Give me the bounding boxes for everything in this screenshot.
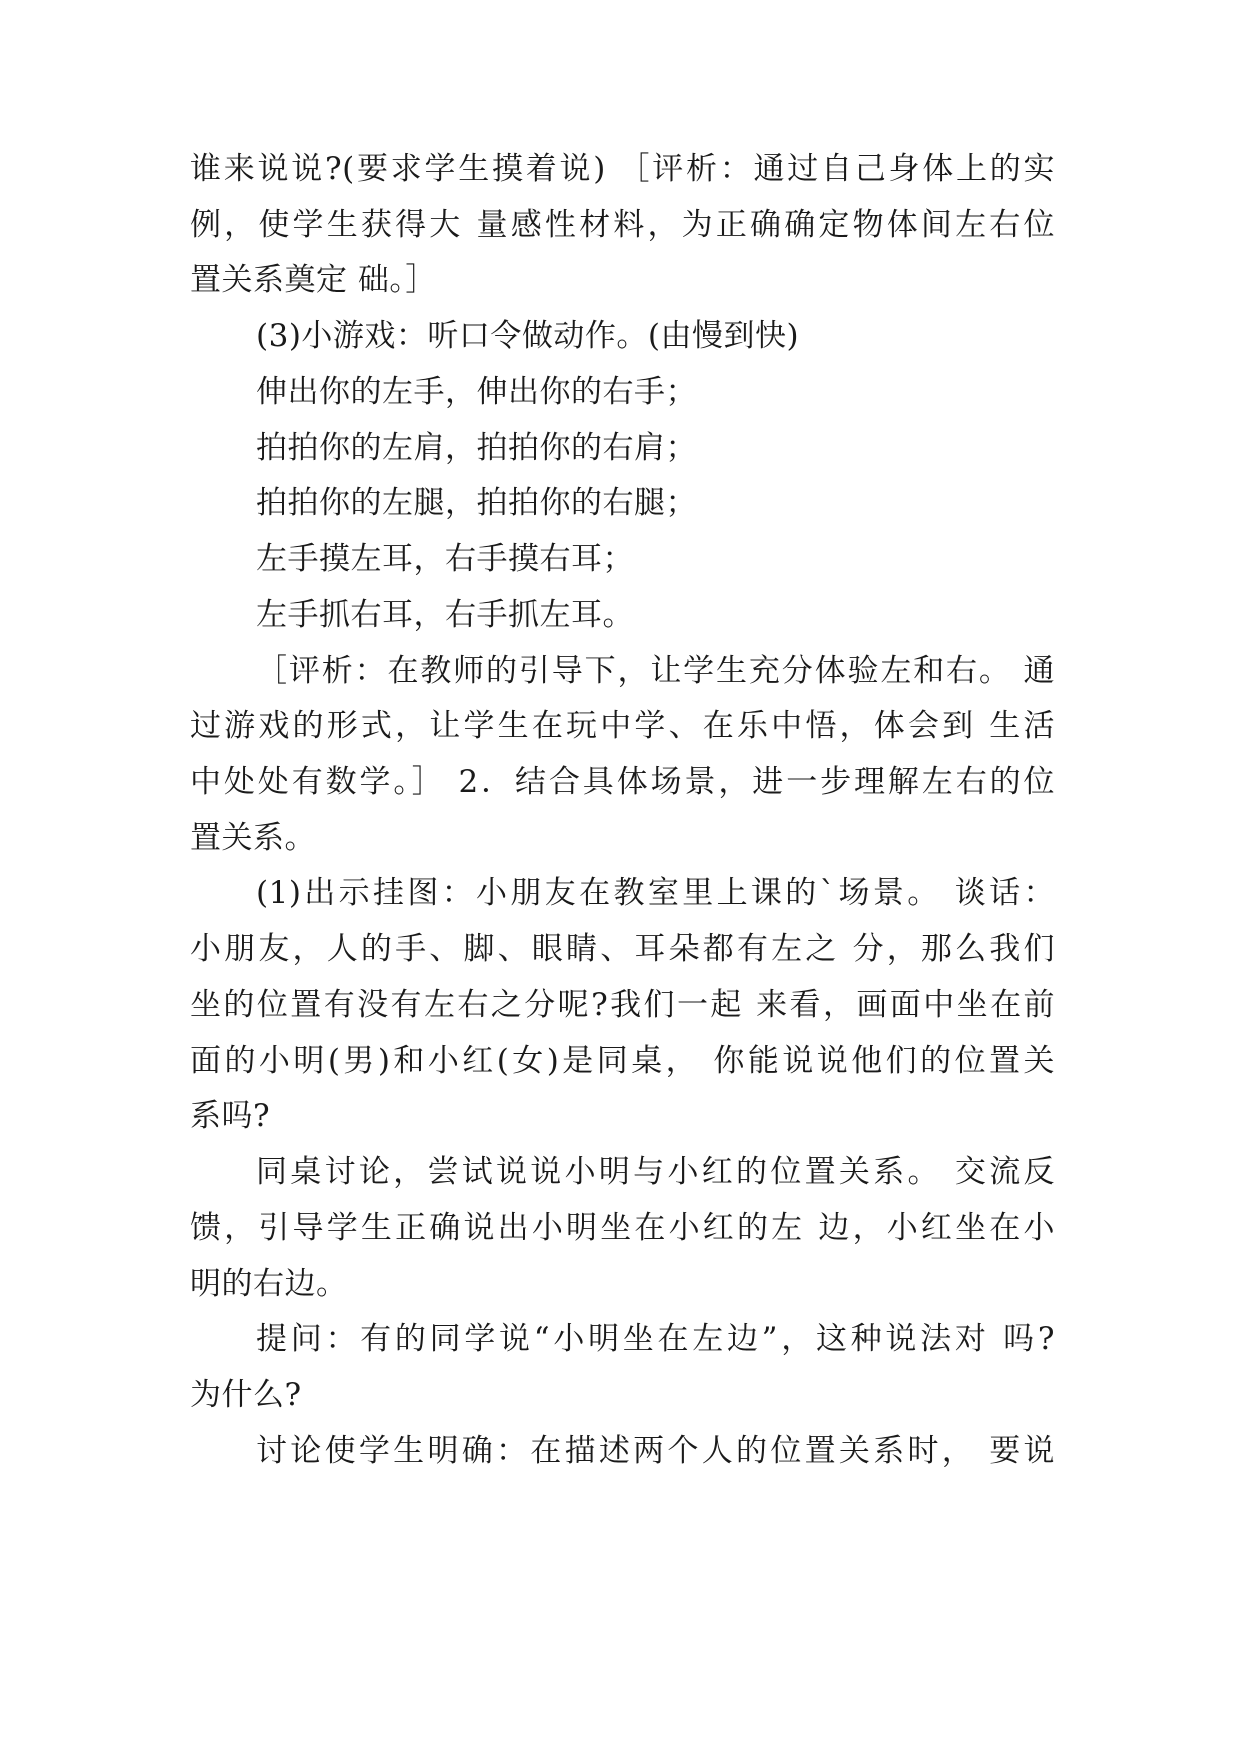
text-line: 谁来说说?(要求学生摸着说) ［评析：通过自己身体上的实 xyxy=(190,151,1055,187)
text-line: 过游戏的形式，让学生在玩中学、在乐中悟，体会到 生活 xyxy=(190,708,1055,744)
text-line: 系吗? xyxy=(190,1098,271,1134)
text-line: 中处处有数学。］ 2．结合具体场景，进一步理解左右的位 xyxy=(190,764,1055,800)
text-line: 明的右边。 xyxy=(190,1266,348,1302)
text-line: 提问：有的同学说“小明坐在左边”，这种说法对 吗? xyxy=(256,1321,1055,1357)
text-line: 置关系。 xyxy=(190,820,316,856)
text-line: 置关系奠定 础。］ xyxy=(190,262,437,298)
text-line: (1)出示挂图：小朋友在教室里上课的`场景。 谈话： xyxy=(256,875,1055,911)
text-line: ［评析：在教师的引导下，让学生充分体验左和右。 通 xyxy=(256,653,1055,689)
text-line: 左手抓右耳，右手抓左耳。 xyxy=(256,597,634,633)
text-line: 坐的位置有没有左右之分呢?我们一起 来看，画面中坐在前 xyxy=(190,987,1055,1023)
text-line: 小朋友，人的手、脚、眼睛、耳朵都有左之 分，那么我们 xyxy=(190,931,1055,967)
text-line: 同桌讨论，尝试说说小明与小红的位置关系。 交流反 xyxy=(256,1154,1055,1190)
text-line: 例，使学生获得大 量感性材料，为正确确定物体间左右位 xyxy=(190,207,1055,243)
text-line: 左手摸左耳，右手摸右耳； xyxy=(256,541,634,577)
text-line: 为什么? xyxy=(190,1377,302,1413)
text-line: 伸出你的左手，伸出你的右手； xyxy=(256,374,697,410)
text-line: 拍拍你的左腿，拍拍你的右腿； xyxy=(256,485,697,521)
text-line: 拍拍你的左肩，拍拍你的右肩； xyxy=(256,430,697,466)
text-line: 面的小明(男)和小红(女)是同桌， 你能说说他们的位置关 xyxy=(190,1043,1055,1079)
text-line: 馈，引导学生正确说出小明坐在小红的左 边，小红坐在小 xyxy=(190,1210,1055,1246)
text-line: (3)小游戏：听口令做动作。(由慢到快) xyxy=(256,318,800,354)
text-line: 讨论使学生明确：在描述两个人的位置关系时， 要说 xyxy=(256,1433,1055,1469)
